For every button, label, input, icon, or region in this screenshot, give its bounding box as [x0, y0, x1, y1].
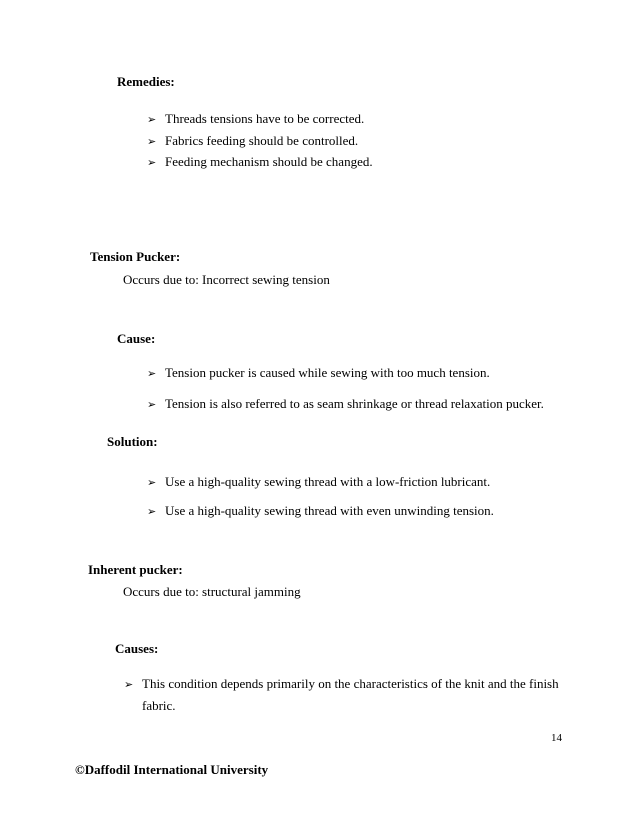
- causes-heading: Causes:: [115, 641, 159, 656]
- list-item: [147, 474, 490, 490]
- list-item: [124, 676, 559, 692]
- list-item-text: This condition depends primarily on the characteristics of the knit and the finish: [142, 676, 559, 691]
- arrow-bullet-icon: ➢: [147, 477, 157, 489]
- tension-pucker-occurs: Occurs due to: Incorrect sewing tension: [123, 272, 330, 287]
- list-item-text: Use a high-quality sewing thread with a low-friction lubricant.: [165, 474, 491, 489]
- arrow-bullet-icon: ➢: [124, 679, 134, 691]
- remedies-heading: Remedies:: [117, 74, 175, 89]
- arrow-bullet-icon: ➢: [147, 157, 157, 169]
- list-item-continuation: fabric.: [142, 698, 176, 713]
- list-item: [147, 111, 364, 127]
- inherent-pucker-heading: Inherent pucker:: [88, 562, 183, 577]
- list-item-text: Tension is also referred to as seam shrinkage or thread relaxation pucker.: [165, 396, 544, 411]
- page-number: 14: [551, 732, 562, 744]
- cause-heading: Cause:: [117, 331, 156, 346]
- list-item: [147, 154, 373, 170]
- list-item-text: Tension pucker is caused while sewing with too much tension.: [165, 365, 490, 380]
- arrow-bullet-icon: ➢: [147, 136, 157, 148]
- list-item: [147, 133, 358, 149]
- list-item-text: Feeding mechanism should be changed.: [165, 154, 373, 169]
- arrow-bullet-icon: ➢: [147, 368, 157, 380]
- arrow-bullet-icon: ➢: [147, 114, 157, 126]
- list-item-text: Fabrics feeding should be controlled.: [165, 133, 359, 148]
- inherent-pucker-occurs: Occurs due to: structural jamming: [123, 584, 301, 599]
- arrow-bullet-icon: ➢: [147, 399, 157, 411]
- list-item: [147, 396, 544, 412]
- arrow-bullet-icon: ➢: [147, 506, 157, 518]
- list-item: [147, 503, 494, 519]
- list-item: [147, 365, 490, 381]
- tension-pucker-heading: Tension Pucker:: [90, 249, 181, 264]
- list-item-text: Threads tensions have to be corrected.: [165, 111, 365, 126]
- footer-copyright: ©Daffodil International University: [75, 762, 269, 777]
- list-item-text: Use a high-quality sewing thread with even unwinding tension.: [165, 503, 494, 518]
- solution-heading: Solution:: [107, 434, 158, 449]
